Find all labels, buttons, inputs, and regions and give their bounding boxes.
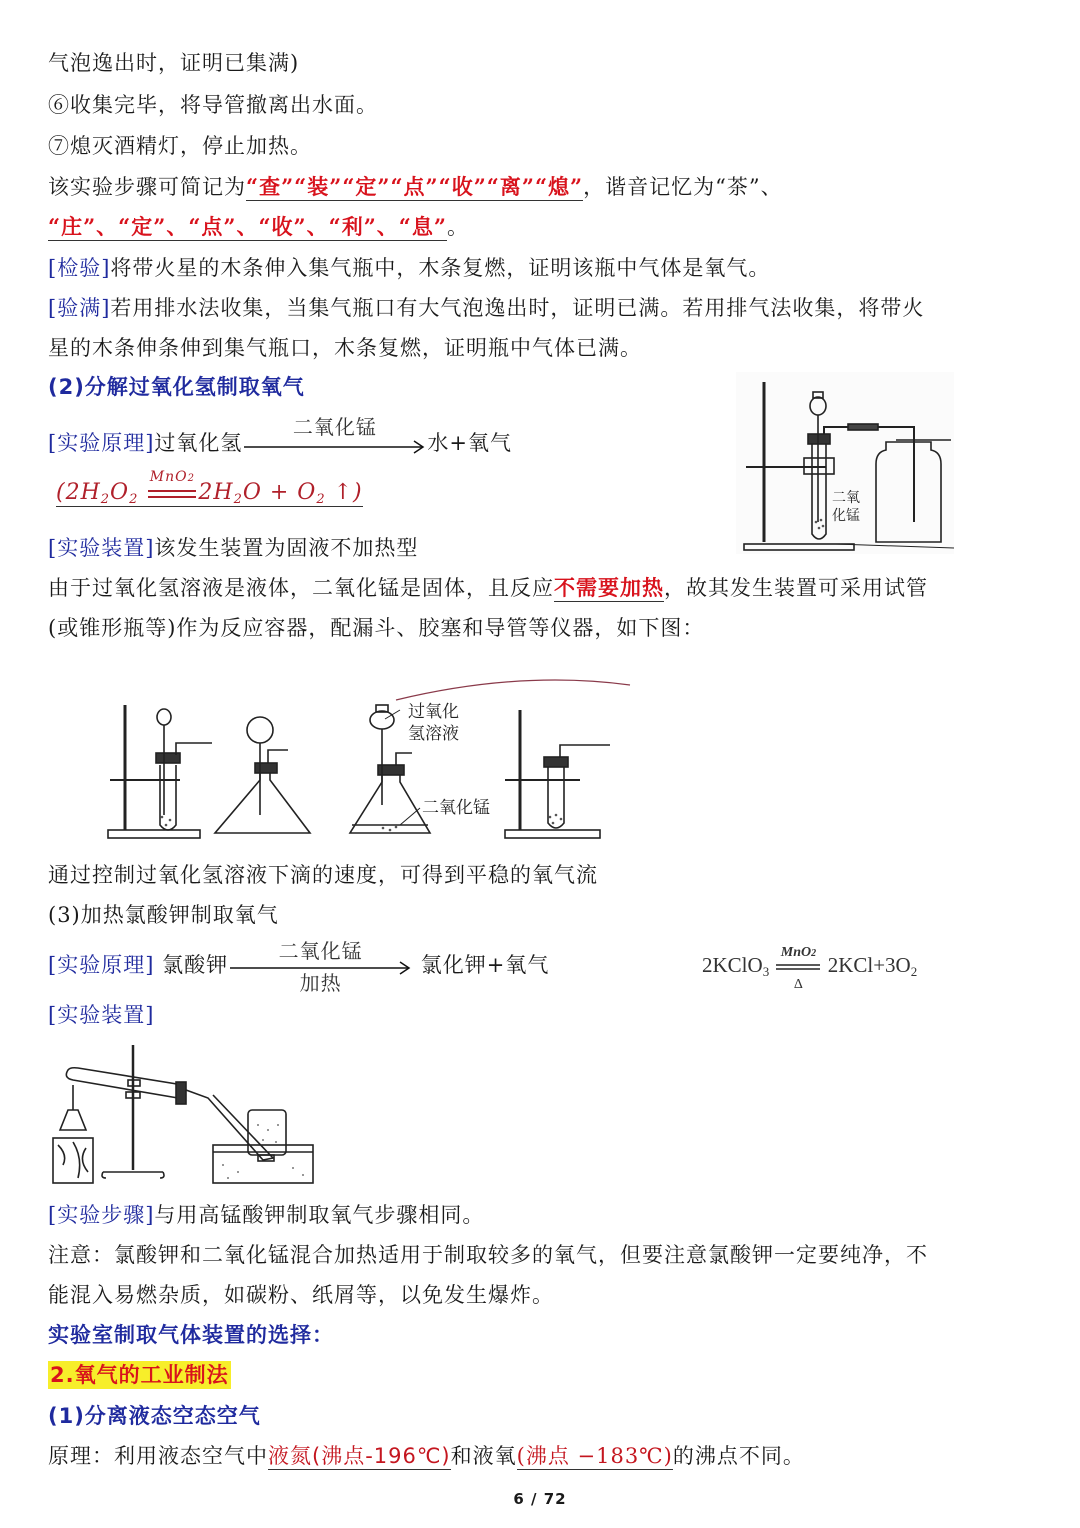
reaction-arrow: [228, 938, 413, 995]
kclo3-note-1: 注意：氯酸钾和二氧化锰混合加热适用于制取较多的氧气，但要注意氯酸钾一定要纯净，不: [48, 1243, 928, 1267]
apparatus-tag: [实验装置]: [48, 536, 155, 560]
apparatus-drawing: [736, 372, 954, 554]
principle-text: 和液氧: [450, 1444, 517, 1468]
h2o2-solution-label: 过氧化: [408, 702, 459, 722]
h2o2-equation: [56, 469, 363, 515]
principle-text: 的沸点不同。: [672, 1444, 805, 1468]
principle-tag: [实验原理]: [48, 953, 155, 977]
eq-sub: 3: [762, 964, 770, 979]
full-check-line-2: 星的木条伸条伸到集气瓶口，木条复燃，证明瓶中气体已满。: [48, 336, 642, 360]
kclo3-steps-line: [48, 1200, 484, 1230]
equals-catalyst: [146, 469, 198, 508]
mnemonic-mid: ，谐音记忆为“茶”、: [583, 175, 783, 199]
mno2-label: 二氧化锰: [422, 798, 490, 818]
h2o2-apparatus-variants-figure: [100, 675, 640, 845]
period: 。: [446, 215, 469, 239]
text-line: 气泡逸出时，证明已集满): [48, 51, 300, 75]
eq-sub: 2: [316, 492, 326, 507]
svg-text:氢溶液: 氢溶液: [408, 724, 459, 744]
apparatus-variants-drawing: [100, 675, 640, 845]
eq-part: 2KClO: [702, 953, 763, 977]
description-line-1: [48, 573, 928, 603]
desc-text: ，故其发生装置可采用试管: [664, 576, 928, 600]
equals-catalyst: [774, 945, 822, 993]
eq-sub: 2: [129, 492, 139, 507]
eq-sub: 2: [187, 473, 195, 484]
mnemonic-prefix: 该实验步骤可简记为: [48, 175, 246, 199]
reactant: 氯酸钾: [162, 953, 229, 977]
mnemonic-steps: “查”“装”“定”“点”“收”“离”“熄”: [246, 174, 584, 199]
liquid-oxygen-boiling-point: (沸点 −183℃): [516, 1444, 673, 1468]
step-7: ⑦熄灭酒精灯，停止加热。: [48, 134, 312, 158]
heating-apparatus-drawing: [48, 1040, 318, 1190]
section-heading-kclo3: (3)加热氯酸钾制取氧气: [48, 903, 279, 927]
eq-part: O: [110, 480, 130, 505]
h2o2-principle-line: [48, 414, 512, 460]
kclo3-apparatus-figure: [48, 1040, 318, 1190]
eq-sub: 2: [100, 492, 111, 507]
eq-sub: 2: [233, 492, 243, 507]
eq-part: 2KCl+3O: [827, 953, 911, 977]
flow-note: 通过控制过氧化氢溶液下滴的速度，可得到平稳的氧气流: [48, 863, 598, 887]
products: 水+氧气: [427, 431, 512, 455]
industrial-heading: [48, 1360, 231, 1390]
delta-label: Δ: [793, 977, 803, 993]
industrial-heading-text: 2.氧气的工业制法: [50, 1363, 229, 1387]
h2o2-apparatus-figure: [736, 372, 954, 554]
eq-part: ↑): [325, 480, 363, 505]
full-check-text-1: 若用排水法收集，当集气瓶口有大气泡逸出时，证明已满。若用排气法收集，将带火: [110, 296, 925, 320]
principle-text: 原理：利用液态空气中: [48, 1444, 268, 1468]
catalyst-label: 二氧化锰: [278, 938, 363, 963]
eq-part: O + O: [242, 480, 317, 505]
principle-tag: [实验原理]: [48, 431, 155, 455]
apparatus-line: [48, 533, 418, 563]
desc-text: 由于过氧化氢溶液是液体，二氧化锰是固体，且反应: [48, 576, 554, 600]
apparatus-text: 该发生装置为固液不加热型: [154, 536, 419, 560]
selection-heading: 实验室制取气体装置的选择：: [48, 1323, 334, 1347]
full-check-tag: [验满]: [48, 296, 111, 320]
mnemonic-line: [48, 172, 783, 202]
steps-text: 与用高锰酸钾制取氧气步骤相同。: [154, 1203, 485, 1227]
mnemonic-homophone: “庄”、“定”、“点”、“收”、“利”、“息”: [48, 214, 447, 239]
eq-sub: 2: [910, 964, 918, 979]
reactant: 过氧化氢: [154, 431, 243, 455]
liquid-nitrogen-boiling-point: 液氮(沸点-196℃): [268, 1444, 451, 1468]
kclo3-note-2: 能混入易燃杂质，如碳粉、纸屑等，以免发生爆炸。: [48, 1283, 554, 1307]
condition-label: 加热: [299, 970, 342, 995]
steps-tag: [实验步骤]: [48, 1203, 155, 1227]
mnemonic-homophone-line: [48, 212, 469, 242]
catalyst-label: 二氧化锰: [292, 414, 377, 439]
eq-part: (2H: [56, 480, 101, 505]
full-check-line-1: [48, 293, 924, 323]
section-heading-h2o2: (2)分解过氧化氢制取氧气: [48, 375, 305, 399]
industrial-principle-line: [48, 1441, 805, 1471]
kclo3-principle-line: [48, 938, 550, 995]
mno2-label: 二氧: [832, 490, 860, 506]
catalyst-label: MnO: [780, 945, 812, 961]
eq-part: 2H: [198, 480, 234, 505]
kclo3-apparatus-tag: [实验装置]: [48, 1003, 155, 1027]
svg-text:化锰: 化锰: [832, 508, 860, 524]
inspection-tag: [检验]: [48, 256, 111, 280]
industrial-sub-heading: (1)分离液态空态空气: [48, 1404, 261, 1428]
no-heating-emphasis: 不需要加热: [554, 575, 664, 600]
catalyst-label: MnO: [149, 469, 188, 485]
products: 氯化钾+氧气: [420, 953, 550, 977]
inspection-text: 将带火星的木条伸入集气瓶中，木条复燃，证明该瓶中气体是氧气。: [110, 256, 771, 280]
page-number: 6 / 72: [513, 1490, 567, 1508]
kclo3-equation: [702, 945, 918, 993]
step-6: ⑥收集完毕，将导管撤离出水面。: [48, 93, 378, 117]
inspection-line: [48, 253, 770, 283]
reaction-arrow: [242, 414, 427, 460]
description-line-2: (或锥形瓶等)作为反应容器，配漏斗、胶塞和导管等仪器，如下图：: [48, 616, 705, 640]
eq-sub: 2: [811, 948, 817, 960]
